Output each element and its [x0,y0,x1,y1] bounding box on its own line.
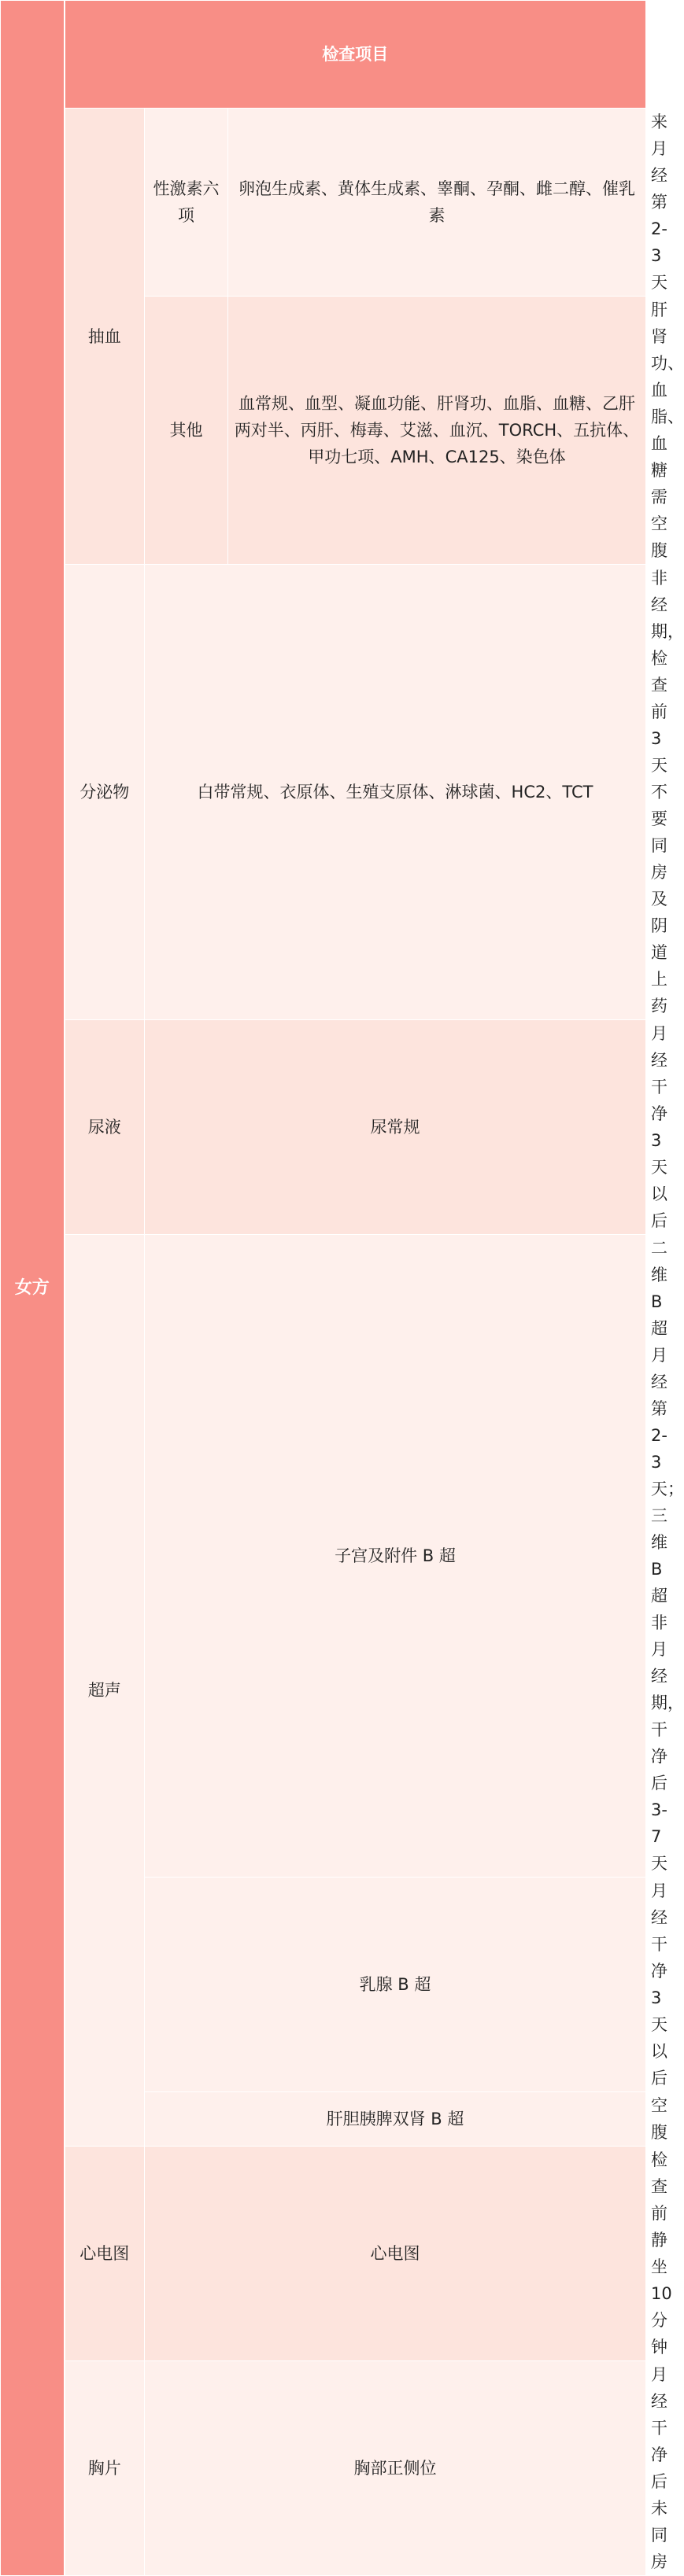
category-blood: 抽血 [65,109,145,565]
table-row: 其他 血常规、血型、凝血功能、肝肾功、血脂、血糖、乙肝两对半、丙肝、梅毒、艾滋、血沉、TORCH、五抗体、甲功七项、AMH、CA125、染色体 肝肾功、血脂、血糖需空腹 [1,297,646,565]
table-row: 抽血 性激素六项 卵泡生成素、黄体生成素、睾酮、孕酮、雌二醇、催乳素 来月经第 2-3 天 [1,109,646,297]
other-blood-items: 血常规、血型、凝血功能、肝肾功、血脂、血糖、乙肝两对半、丙肝、梅毒、艾滋、血沉、TORCH、五抗体、甲功七项、AMH、CA125、染色体 [228,297,646,565]
sub-category-hormone: 性激素六项 [145,109,228,297]
uterus-items: 子宫及附件 B 超 [145,1235,646,1878]
exam-item-header: 检查项目 [65,1,646,109]
urine-items: 尿常规 [145,1020,646,1235]
table-row: 胸片 胸部正侧位 月经干净后未同房 [1,2361,646,2576]
breast-items: 乳腺 B 超 [145,1878,646,2092]
sub-category-other: 其他 [145,297,228,565]
table-row: 尿液 尿常规 月经干净 3 天以后 [1,1020,646,1235]
table-row: 乳腺 B 超 月经干净 3 天以后 [1,1878,646,2092]
abdomen-items: 肝胆胰脾双肾 B 超 [145,2092,646,2147]
table-row: 超声 子宫及附件 B 超 二维 B 超月经第 2-3 天；三维 B 超非月经期，干净后 3-7 天 [1,1235,646,1878]
category-urine: 尿液 [65,1020,145,1235]
table-row: 肝胆胰脾双肾 B 超 空腹 [1,2092,646,2147]
table-row: 心电图 心电图 检查前静坐 10 分钟 [1,2147,646,2361]
category-ecg: 心电图 [65,2147,145,2361]
category-chest: 胸片 [65,2361,145,2576]
chest-items: 胸部正侧位 [145,2361,646,2576]
female-label: 女方 [1,1,65,2576]
category-secretion: 分泌物 [65,565,145,1020]
ecg-items: 心电图 [145,2147,646,2361]
table-row: 分泌物 白带常规、衣原体、生殖支原体、淋球菌、HC2、TCT 非经期，检查前 3 天不要同房及阴道上药 [1,565,646,1020]
category-ultrasound: 超声 [65,1235,145,2147]
header-row: 女方 检查项目 检查要求 [1,1,646,109]
secretion-items: 白带常规、衣原体、生殖支原体、淋球菌、HC2、TCT [145,565,646,1020]
hormone-items: 卵泡生成素、黄体生成素、睾酮、孕酮、雌二醇、催乳素 [228,109,646,297]
